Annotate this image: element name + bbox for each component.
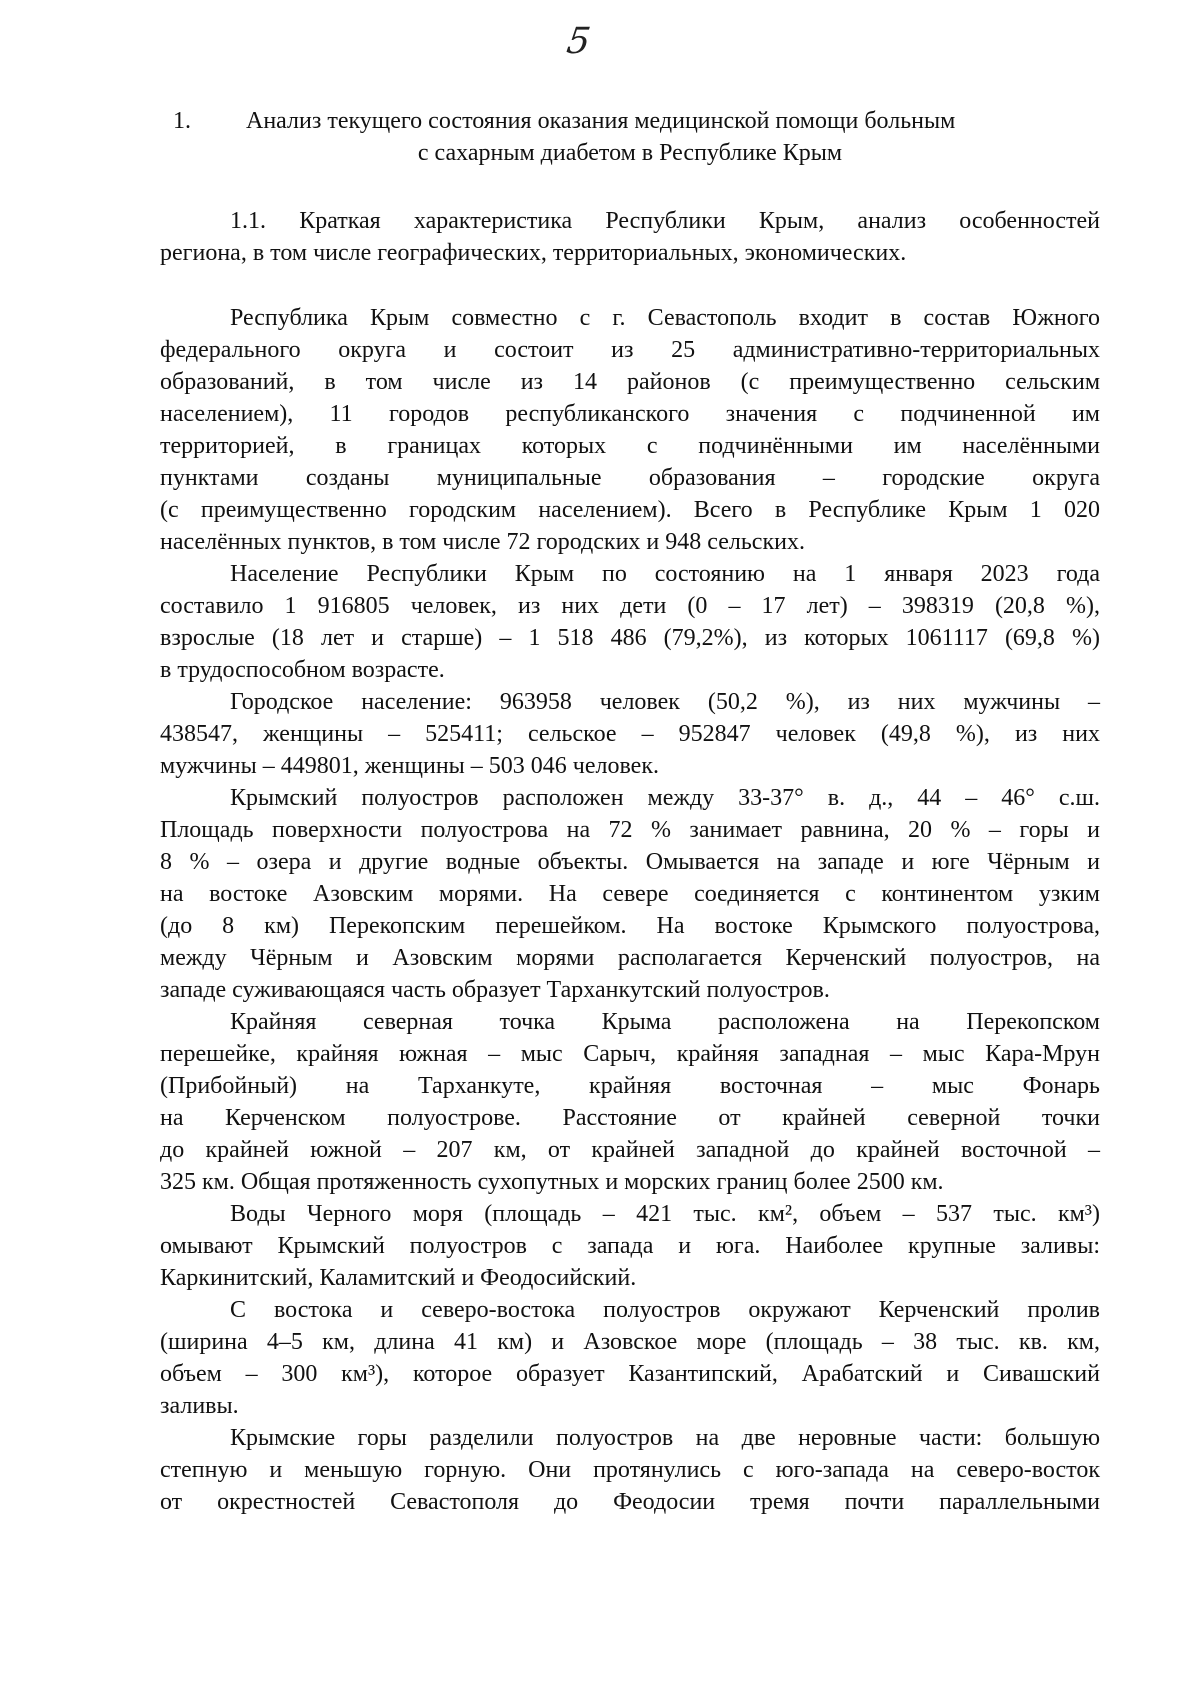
text-line: (Прибойный) на Тарханкуте, крайняя восточная – мыс Фонарь — [160, 1073, 1100, 1099]
text-line: Крымские горы разделили полуостров на две неровные части: большую — [230, 1425, 1100, 1451]
section-title-line-2: с сахарным диабетом в Республике Крым — [417, 140, 843, 166]
text-line: до крайней южной – 207 км, от крайней западной до крайней восточной – — [160, 1137, 1100, 1163]
text-line: Площадь поверхности полуострова на 72 % занимает равнина, 20 % – горы и — [160, 817, 1100, 843]
text-line: 325 км. Общая протяженность сухопутных и морских границ более 2500 км. — [160, 1169, 944, 1195]
text-line: заливы. — [160, 1393, 239, 1419]
text-line: населённых пунктов, в том числе 72 городских и 948 сельских. — [160, 529, 805, 555]
text-line: Республика Крым совместно с г. Севастополь входит в состав Южного — [230, 305, 1100, 331]
text-line: от окрестностей Севастополя до Феодосии тремя почти параллельными — [160, 1489, 1100, 1515]
text-line: объем – 300 км³), которое образует Казантипский, Арабатский и Сивашский — [160, 1361, 1100, 1387]
text-line: Городское население: 963958 человек (50,2 %), из них мужчины – — [230, 689, 1100, 715]
text-line: Население Республики Крым по состоянию на 1 января 2023 года — [230, 561, 1100, 587]
text-line: на востоке Азовским морями. На севере соединяется с континентом узким — [160, 881, 1100, 907]
text-line: 438547, женщины – 525411; сельское – 952847 человек (49,8 %), из них — [160, 721, 1100, 747]
text-line: Воды Черного моря (площадь – 421 тыс. км², объем – 537 тыс. км³) — [230, 1201, 1100, 1227]
text-line: на Керченском полуострове. Расстояние от крайней северной точки — [160, 1105, 1100, 1131]
text-line: (ширина 4–5 км, длина 41 км) и Азовское море (площадь – 38 тыс. кв. км, — [160, 1329, 1100, 1355]
subsection-title-line-1: 1.1. Краткая характеристика Республики Крым, анализ особенностей — [230, 208, 1100, 234]
text-line: составило 1 916805 человек, из них дети (0 – 17 лет) – 398319 (20,8 %), — [160, 593, 1100, 619]
page-number: 5 — [564, 21, 593, 62]
text-line: перешейке, крайняя южная – мыс Сарыч, крайняя западная – мыс Кара-Мрун — [160, 1041, 1100, 1067]
text-line: пунктами созданы муниципальные образования – городские округа — [160, 465, 1100, 491]
text-line: (до 8 км) Перекопским перешейком. На востоке Крымского полуострова, — [160, 913, 1100, 939]
text-line: Крымский полуостров расположен между 33-37° в. д., 44 – 46° с.ш. — [230, 785, 1100, 811]
text-line: в трудоспособном возрасте. — [160, 657, 445, 683]
body-text — [160, 302, 1100, 1518]
text-line: образований, в том числе из 14 районов (с преимущественно сельским — [160, 369, 1100, 395]
text-line: территорией, в границах которых с подчинёнными им населёнными — [160, 433, 1100, 459]
text-line: между Чёрным и Азовским морями располагается Керченский полуостров, на — [160, 945, 1100, 971]
text-line: федерального округа и состоит из 25 административно-территориальных — [160, 337, 1100, 363]
text-line: Крайняя северная точка Крыма расположена на Перекопском — [230, 1009, 1100, 1035]
subsection-title-line-2: региона, в том числе географических, территориальных, экономических. — [160, 240, 907, 266]
text-line: взрослые (18 лет и старше) – 1 518 486 (79,2%), из которых 1061117 (69,8 %) — [160, 625, 1100, 651]
text-line: С востока и северо-востока полуостров окружают Керченский пролив — [230, 1297, 1100, 1323]
text-line: Каркинитский, Каламитский и Феодосийский. — [160, 1265, 637, 1291]
text-line: западе суживающаяся часть образует Тарханкутский полуостров. — [160, 977, 830, 1003]
text-line: 8 % – озера и другие водные объекты. Омывается на западе и юге Чёрным и — [160, 849, 1100, 875]
text-line: омывают Крымский полуостров с запада и юга. Наиболее крупные заливы: — [160, 1233, 1100, 1259]
text-line: (с преимущественно городским населением). Всего в Республике Крым 1 020 — [160, 497, 1100, 523]
section-number: 1. — [173, 108, 191, 134]
text-line: населением), 11 городов республиканского значения с подчиненной им — [160, 401, 1100, 427]
text-line: степную и меньшую горную. Они протянулись с юго-запада на северо-восток — [160, 1457, 1100, 1483]
section-title-line-1: Анализ текущего состояния оказания медицинской помощи больным — [246, 108, 956, 134]
subsection-heading — [160, 205, 1100, 269]
text-line: мужчины – 449801, женщины – 503 046 человек. — [160, 753, 659, 779]
